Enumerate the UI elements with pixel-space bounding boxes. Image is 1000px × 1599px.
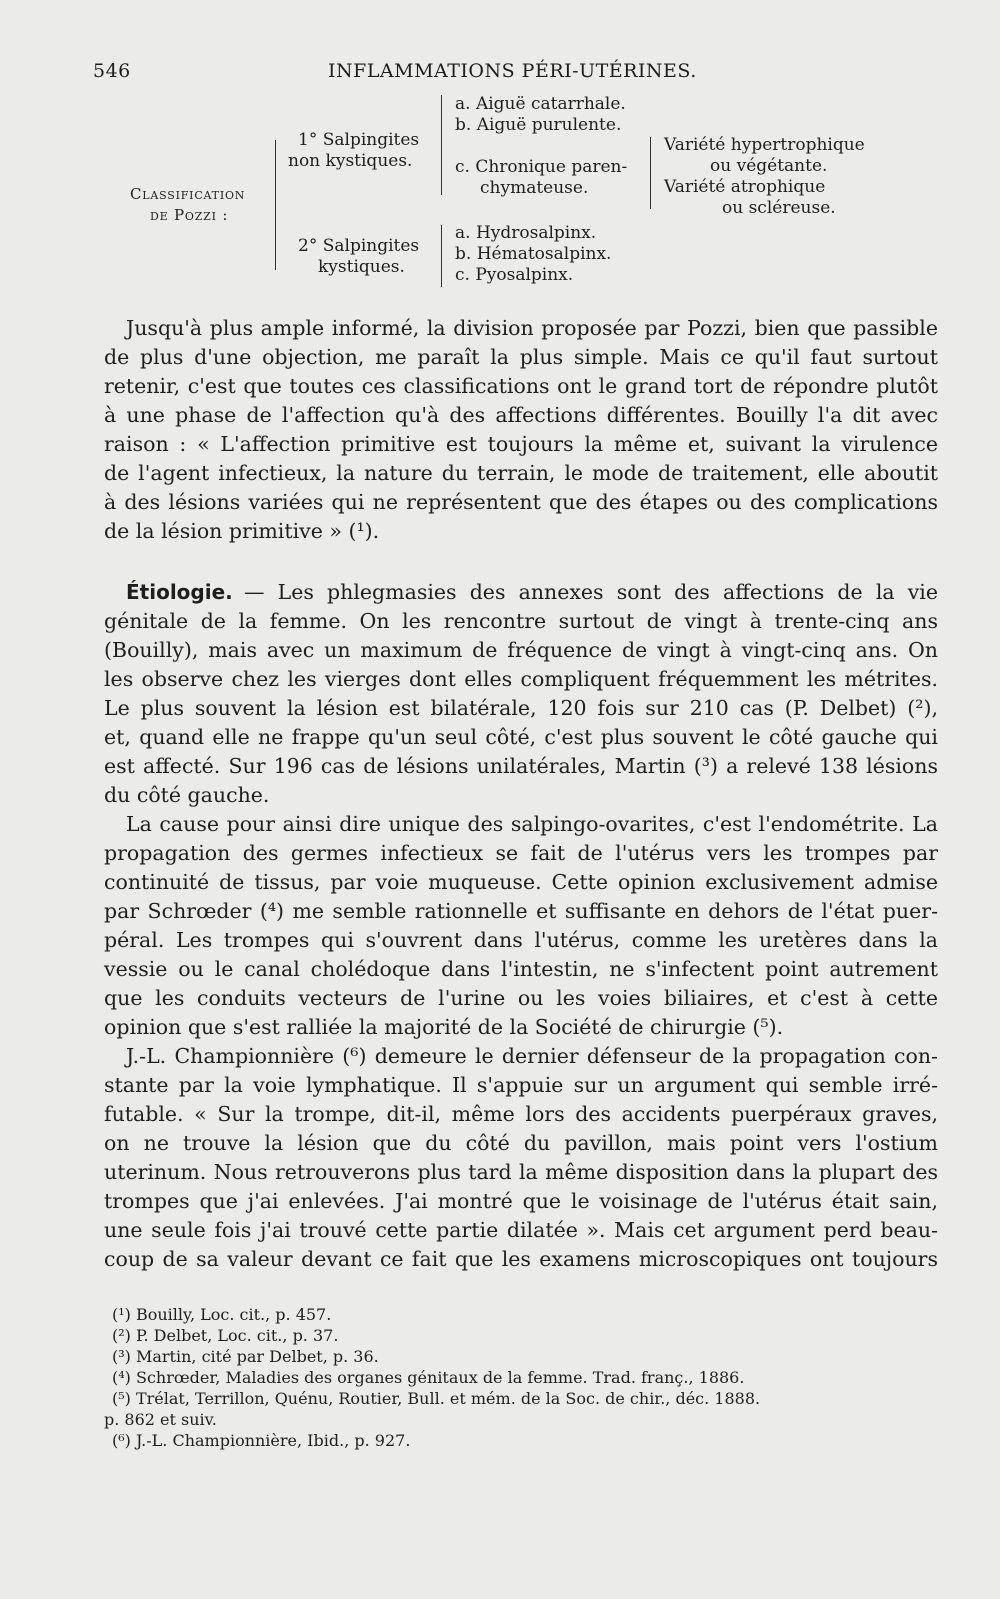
text-line: génitale de la femme. On les rencontre surtout de vingt à trente-cinq ans bbox=[104, 609, 938, 633]
text-line: Le plus souvent la lésion est bilatérale, 120 fois sur 210 cas (P. Delbet) (²), bbox=[104, 696, 938, 720]
text-line: est affecté. Sur 196 cas de lésions unilatérales, Martin (³) a relevé 138 lésions bbox=[104, 754, 938, 778]
footnote-2: (²) P. Delbet, Loc. cit., p. 37. bbox=[112, 1326, 339, 1345]
chronic-brace bbox=[650, 137, 651, 209]
text-line: par Schrœder (⁴) me semble rationnelle et suffisante en dehors de l'état puer- bbox=[104, 899, 938, 923]
text-line: péral. Les trompes qui s'ouvrent dans l'utérus, comme les uretères dans la bbox=[104, 928, 938, 952]
section-heading: Étiologie. bbox=[126, 580, 233, 604]
text-line: propagation des germes infectieux se fait de l'utérus vers les trompes par bbox=[104, 841, 938, 865]
group1-brace bbox=[441, 95, 442, 195]
group1-item-a: a. Aiguë catarrhale. bbox=[455, 94, 626, 114]
text-line: coup de sa valeur devant ce fait que les examens microscopiques ont toujours bbox=[104, 1247, 938, 1271]
footnote-5: (⁵) Trélat, Terrillon, Quénu, Routier, Bull. et mém. de la Soc. de chir., déc. 1888. bbox=[112, 1389, 761, 1408]
variety-2b: ou scléreuse. bbox=[722, 198, 836, 218]
text-line: vessie ou le canal cholédoque dans l'intestin, ne s'infectent point autrement bbox=[104, 957, 938, 981]
classification-label-2: de Pozzi : bbox=[150, 206, 229, 224]
text-line: (Bouilly), mais avec un maximum de fréquence de vingt à vingt-cinq ans. On bbox=[104, 638, 938, 662]
text-line: raison : « L'affection primitive est toujours la même et, suivant la virulence bbox=[104, 432, 938, 456]
text-line: que les conduits vecteurs de l'urine ou les voies biliaires, et c'est à cette bbox=[104, 986, 938, 1010]
text-line: retenir, c'est que toutes ces classifications ont le grand tort de répondre plutôt bbox=[104, 374, 938, 398]
variety-1: Variété hypertrophique bbox=[664, 135, 865, 155]
variety-2: Variété atrophique bbox=[664, 177, 826, 197]
text-line: continuité de tissus, par voie muqueuse. Cette opinion exclusivement admise bbox=[104, 870, 938, 894]
group1-title: 1° Salpingites bbox=[298, 130, 420, 150]
text-line: les observe chez les vierges dont elles compliquent fréquemment les métrites. bbox=[104, 667, 938, 691]
text-line: trompes que j'ai enlevées. J'ai montré que le voisinage de l'utérus était sain, bbox=[104, 1189, 938, 1213]
group1-item-c: c. Chronique paren- bbox=[455, 157, 628, 177]
text-line: Jusqu'à plus ample informé, la division proposée par Pozzi, bien que passible bbox=[126, 316, 938, 340]
group2-title: 2° Salpingites bbox=[298, 236, 420, 256]
footnote-3: (³) Martin, cité par Delbet, p. 36. bbox=[112, 1347, 379, 1366]
variety-1b: ou végétante. bbox=[710, 156, 828, 176]
text-line: à des lésions variées qui ne représentent que des étapes ou des complications bbox=[104, 490, 938, 514]
footnote-1: (¹) Bouilly, Loc. cit., p. 457. bbox=[112, 1305, 332, 1324]
text-line: une seule fois j'ai trouvé cette partie dilatée ». Mais cet argument perd beau- bbox=[104, 1218, 938, 1242]
text-line: La cause pour ainsi dire unique des salpingo-ovarites, c'est l'endométrite. La bbox=[126, 812, 938, 836]
group1-item-c-2: chymateuse. bbox=[480, 178, 589, 198]
group2-item-a: a. Hydrosalpinx. bbox=[455, 223, 597, 243]
text-line: futable. « Sur la trompe, dit-il, même lors des accidents puerpéraux graves, bbox=[104, 1102, 938, 1126]
classification-label: Classification bbox=[130, 185, 246, 203]
text-line: on ne trouve la lésion que du côté du pavillon, mais point vers l'ostium bbox=[104, 1131, 938, 1155]
text-line: du côté gauche. bbox=[104, 783, 270, 807]
text-line: uterinum. Nous retrouverons plus tard la même disposition dans la plupart des bbox=[104, 1160, 938, 1184]
text-line: de l'agent infectieux, la nature du terrain, le mode de traitement, elle aboutit bbox=[104, 461, 938, 485]
footnote-5-cont: p. 862 et suiv. bbox=[104, 1410, 217, 1429]
group2-item-c: c. Pyosalpinx. bbox=[455, 265, 574, 285]
group2-title-2: kystiques. bbox=[318, 257, 405, 277]
text-line: opinion que s'est ralliée la majorité de la Société de chirurgie (⁵). bbox=[104, 1015, 784, 1039]
footnote-4: (⁴) Schrœder, Maladies des organes génitaux de la femme. Trad. franç., 1886. bbox=[112, 1368, 745, 1387]
text-line: et, quand elle ne frappe qu'un seul côté, c'est plus souvent le côté gauche qui bbox=[104, 725, 938, 749]
running-title: INFLAMMATIONS PÉRI-UTÉRINES. bbox=[328, 60, 697, 82]
text-line: — Les phlegmasies des annexes sont des affections de la vie bbox=[244, 580, 938, 604]
group1-title-2: non kystiques. bbox=[288, 151, 413, 171]
footnote-6: (⁶) J.-L. Championnière, Ibid., p. 927. bbox=[112, 1431, 411, 1450]
group2-item-b: b. Hématosalpinx. bbox=[455, 244, 612, 264]
group1-item-b: b. Aiguë purulente. bbox=[455, 115, 622, 135]
outer-brace bbox=[275, 140, 276, 270]
text-line: à une phase de l'affection qu'à des affections différentes. Bouilly l'a dit avec bbox=[104, 403, 938, 427]
group2-brace bbox=[441, 225, 442, 287]
text-line: J.-L. Championnière (⁶) demeure le dernier défenseur de la propagation con- bbox=[126, 1044, 938, 1068]
text-line: stante par la voie lymphatique. Il s'appuie sur un argument qui semble irré- bbox=[104, 1073, 938, 1097]
text-line: de plus d'une objection, me paraît la plus simple. Mais ce qu'il faut surtout bbox=[104, 345, 938, 369]
text-line: de la lésion primitive » (¹). bbox=[104, 519, 380, 543]
page-number: 546 bbox=[93, 60, 131, 82]
